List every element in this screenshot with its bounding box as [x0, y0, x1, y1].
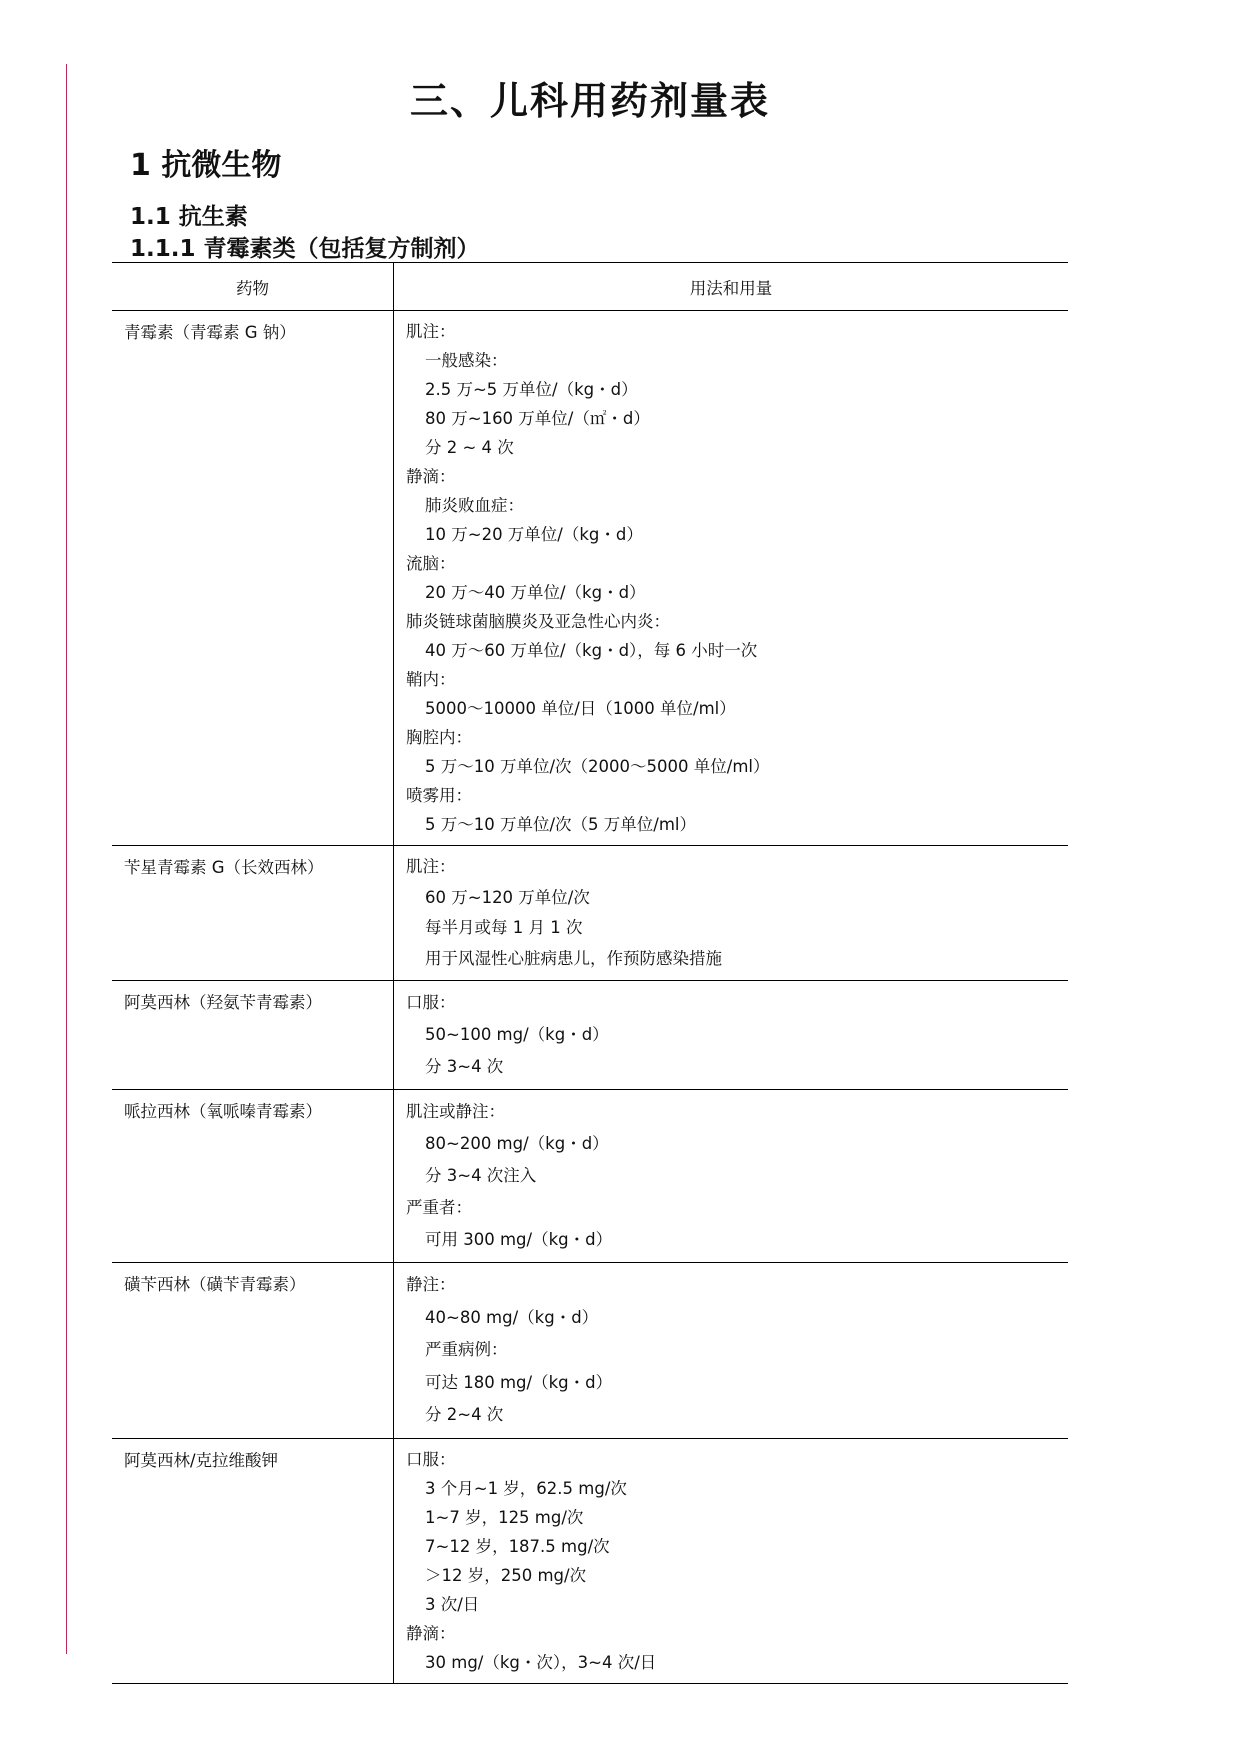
usage-line: 静滴：	[406, 467, 456, 486]
usage-line: 口服：	[406, 993, 456, 1012]
margin-line	[66, 64, 67, 1654]
subsection-heading: 1.1 抗生素	[130, 204, 248, 230]
usage-line: 肌注：	[406, 322, 456, 341]
usage-line: 80~200 mg/（kg・d）	[425, 1134, 609, 1153]
subsubsection-heading: 1.1.1 青霉素类（包括复方制剂）	[130, 236, 480, 262]
table-row	[112, 981, 1068, 1090]
usage-cell	[394, 1438, 1069, 1683]
usage-line: 肌注或静注：	[406, 1102, 505, 1121]
drug-name-cell: 青霉素（青霉素 G 钠）	[112, 311, 394, 846]
table-header-row	[112, 263, 1068, 311]
usage-line: 分 3~4 次注入	[425, 1166, 537, 1185]
usage-line: 分 2~4 次	[425, 1405, 504, 1424]
usage-line: 2.5 万~5 万单位/（kg・d）	[425, 380, 638, 399]
usage-line: 喷雾用：	[406, 786, 472, 805]
usage-line: 分 3~4 次	[425, 1057, 504, 1076]
usage-line: 每半月或每 1 月 1 次	[425, 918, 583, 937]
usage-line: 80 万~160 万单位/（㎡・d）	[425, 409, 650, 428]
usage-line: 口服：	[406, 1449, 456, 1469]
usage-line: 分 2 ~ 4 次	[425, 438, 514, 457]
usage-line: 肌注：	[406, 857, 456, 876]
usage-line: 7~12 岁，187.5 mg/次	[425, 1536, 610, 1556]
drug-name-cell: 磺苄西林（磺苄青霉素）	[112, 1263, 394, 1439]
drug-name-cell: 哌拉西林（氧哌嗪青霉素）	[112, 1090, 394, 1263]
usage-line: 60 万~120 万单位/次	[425, 887, 590, 907]
usage-line: 3 个月~1 岁，62.5 mg/次	[425, 1478, 627, 1498]
usage-line: 胸腔内：	[406, 728, 472, 747]
table-row	[112, 1090, 1068, 1263]
usage-line: 20 万～40 万单位/（kg・d）	[425, 583, 646, 602]
usage-line: 可达 180 mg/（kg・d）	[425, 1372, 613, 1392]
usage-line: ＞12 岁，250 mg/次	[425, 1565, 587, 1585]
usage-cell	[394, 1263, 1069, 1439]
usage-line: 一般感染：	[425, 351, 508, 370]
table-row	[112, 1263, 1068, 1439]
usage-line: 1~7 岁，125 mg/次	[425, 1507, 584, 1527]
usage-cell	[394, 311, 1069, 846]
usage-line: 严重者：	[406, 1198, 472, 1217]
table-row	[112, 311, 1068, 846]
usage-cell	[394, 846, 1069, 981]
usage-line: 流脑：	[406, 554, 456, 573]
usage-line: 静滴：	[406, 1623, 456, 1643]
usage-cell	[394, 981, 1069, 1090]
usage-line: 10 万~20 万单位/（kg・d）	[425, 525, 643, 544]
usage-line: 40 万～60 万单位/（kg・d），每 6 小时一次	[425, 641, 758, 660]
usage-line: 肺炎败血症：	[425, 496, 524, 515]
table-body	[112, 311, 1068, 1684]
usage-line: 用于风湿性心脏病患儿，作预防感染措施	[425, 948, 722, 968]
usage-cell	[394, 1090, 1069, 1263]
drug-name-cell: 阿莫西林（羟氨苄青霉素）	[112, 981, 394, 1090]
dosage-table	[112, 262, 1068, 1684]
usage-line: 静注：	[406, 1275, 456, 1294]
usage-line: 40~80 mg/（kg・d）	[425, 1307, 599, 1327]
usage-line: 50~100 mg/（kg・d）	[425, 1025, 609, 1044]
drug-name-cell: 阿莫西林/克拉维酸钾	[112, 1438, 394, 1683]
usage-line: 5000～10000 单位/日（1000 单位/ml）	[425, 699, 736, 718]
usage-line: 严重病例：	[425, 1340, 508, 1359]
usage-line: 鞘内：	[406, 670, 456, 689]
document-title: 三、儿科用药剂量表	[409, 79, 770, 123]
usage-line: 5 万～10 万单位/次（5 万单位/ml）	[425, 815, 697, 834]
usage-line: 肺炎链球菌脑膜炎及亚急性心内炎：	[406, 612, 670, 631]
column-header-usage: 用法和用量	[394, 263, 1069, 311]
column-header-drug: 药物	[112, 263, 394, 311]
section-heading: 1 抗微生物	[130, 148, 282, 183]
drug-name-cell: 苄星青霉素 G（长效西林）	[112, 846, 394, 981]
usage-line: 5 万～10 万单位/次（2000～5000 单位/ml）	[425, 757, 770, 776]
table-row	[112, 846, 1068, 981]
usage-line: 3 次/日	[425, 1594, 480, 1614]
usage-line: 30 mg/（kg・次），3~4 次/日	[425, 1652, 657, 1672]
usage-line: 可用 300 mg/（kg・d）	[425, 1230, 613, 1249]
table-row	[112, 1438, 1068, 1683]
